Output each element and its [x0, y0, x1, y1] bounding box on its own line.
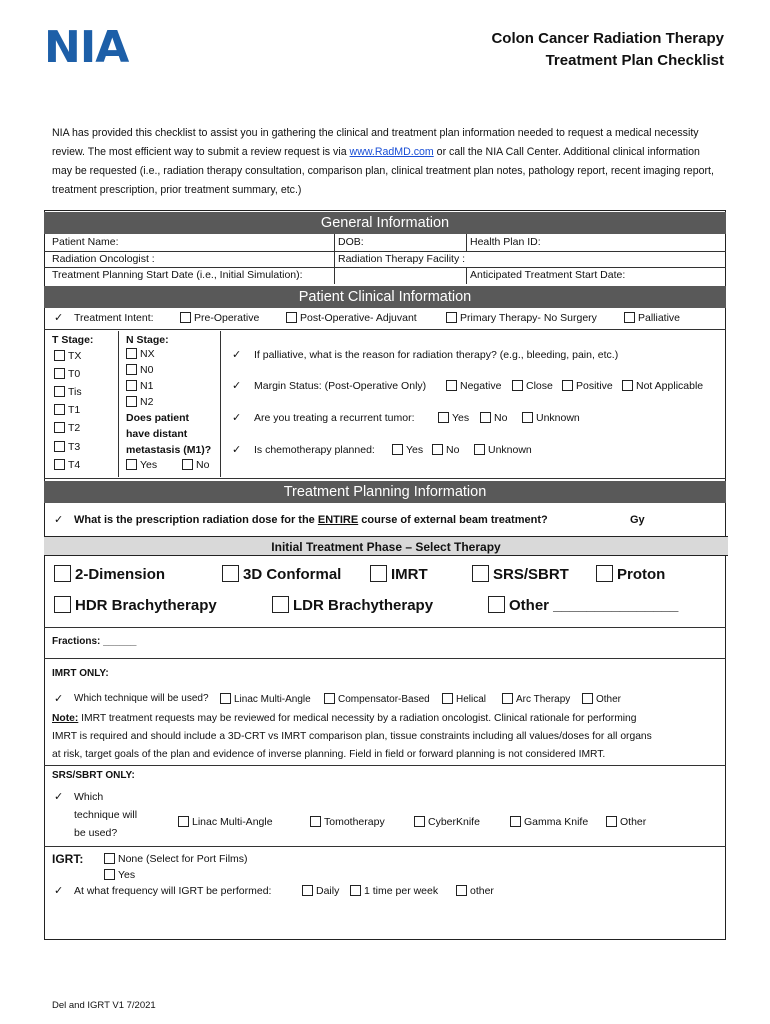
facility-field[interactable]: Radiation Therapy Facility : — [338, 253, 466, 265]
clinical-info-heading: Patient Clinical Information — [44, 286, 726, 308]
imrt-compensator[interactable]: Compensator-Based — [324, 693, 430, 705]
igrt-label: IGRT: — [52, 852, 84, 866]
srs-question-line3: be used? — [74, 827, 118, 839]
therapy-2d[interactable]: 2-Dimension — [54, 565, 165, 583]
srs-question-line1: Which — [74, 791, 104, 803]
imrt-helical[interactable]: Helical — [442, 693, 486, 705]
general-info-heading: General Information — [44, 212, 726, 234]
imrt-technique-question: Which technique will be used? — [74, 693, 209, 704]
therapy-imrt[interactable]: IMRT — [370, 565, 428, 583]
recurrent-unknown[interactable]: Unknown — [522, 412, 580, 424]
srs-other[interactable]: Other — [606, 816, 646, 828]
checkmark-icon: ✓ — [54, 514, 64, 526]
checkmark-icon: ✓ — [54, 693, 64, 705]
n-stage-label: N Stage: — [126, 334, 169, 346]
imrt-note-line1: Note: IMRT treatment requests may be reviewed for medical necessity by a radiation oncologist. Clinical rationale for performing — [52, 713, 637, 724]
igrt-yes[interactable]: Yes — [104, 869, 135, 881]
t-stage-t0[interactable]: T0 — [54, 368, 80, 380]
m1-yes[interactable]: Yes — [126, 459, 157, 471]
t-stage-t2[interactable]: T2 — [54, 422, 80, 434]
checkmark-icon: ✓ — [232, 412, 242, 424]
imrt-heading: IMRT ONLY: — [52, 668, 109, 679]
therapy-hdr[interactable]: HDR Brachytherapy — [54, 596, 217, 614]
checkmark-icon: ✓ — [232, 349, 242, 361]
srs-linac[interactable]: Linac Multi-Angle — [178, 816, 273, 828]
igrt-weekly[interactable]: 1 time per week — [350, 885, 438, 897]
patient-name-field[interactable]: Patient Name: — [52, 236, 119, 248]
n-stage-n1[interactable]: N1 — [126, 380, 153, 392]
intent-preop[interactable]: Pre-Operative — [180, 312, 259, 324]
m1-no[interactable]: No — [182, 459, 209, 471]
anticipated-start-field[interactable]: Anticipated Treatment Start Date: — [470, 269, 626, 281]
igrt-other[interactable]: other — [456, 885, 494, 897]
checkmark-icon: ✓ — [232, 444, 242, 456]
t-stage-t3[interactable]: T3 — [54, 441, 80, 453]
dob-field[interactable]: DOB: — [338, 236, 364, 248]
chemo-unknown[interactable]: Unknown — [474, 444, 532, 456]
radmd-link[interactable]: www.RadMD.com — [349, 146, 434, 158]
margin-close[interactable]: Close — [512, 380, 553, 392]
margin-positive[interactable]: Positive — [562, 380, 613, 392]
t-stage-t4[interactable]: T4 — [54, 459, 80, 471]
health-plan-id-field[interactable]: Health Plan ID: — [470, 236, 541, 248]
n-stage-n0[interactable]: N0 — [126, 364, 153, 376]
phase-heading: Initial Treatment Phase – Select Therapy — [44, 536, 728, 556]
srs-cyberknife[interactable]: CyberKnife — [414, 816, 480, 828]
imrt-linac[interactable]: Linac Multi-Angle — [220, 693, 311, 705]
m1-question-line1: Does patient — [126, 412, 190, 424]
chemo-no[interactable]: No — [432, 444, 459, 456]
intro-paragraph: NIA has provided this checklist to assist you in gathering the clinical and treatment plan information needed to request a medical necessity review. The most efficient way to submit a review request is via www.RadMD.com or call the NIA Call Center. Additional clinical information may be requested (i.e., radiation therapy consultation, comparison plan, clinical treatment plan notes, pathology report, recent imaging report, treatment prescription, prior treatment summary, etc.) — [52, 127, 714, 196]
intent-palliative[interactable]: Palliative — [624, 312, 680, 324]
therapy-other[interactable]: Other _______________ — [488, 596, 678, 614]
intent-primary[interactable]: Primary Therapy- No Surgery — [446, 312, 597, 324]
therapy-srs-sbrt[interactable]: SRS/SBRT — [472, 565, 569, 583]
chemo-yes[interactable]: Yes — [392, 444, 423, 456]
t-stage-label: T Stage: — [52, 334, 94, 346]
srs-heading: SRS/SBRT ONLY: — [52, 770, 135, 781]
t-stage-tis[interactable]: Tis — [54, 386, 82, 398]
imrt-other[interactable]: Other — [582, 693, 621, 705]
recurrent-question: Are you treating a recurrent tumor: — [254, 412, 415, 424]
m1-question-line3: metastasis (M1)? — [126, 444, 212, 456]
igrt-frequency-question: At what frequency will IGRT be performed: — [74, 885, 272, 897]
n-stage-nx[interactable]: NX — [126, 348, 155, 360]
planning-info-heading: Treatment Planning Information — [44, 481, 726, 503]
srs-tomotherapy[interactable]: Tomotherapy — [310, 816, 385, 828]
intent-adjuvant[interactable]: Post-Operative- Adjuvant — [286, 312, 417, 324]
nia-logo: NIA — [44, 22, 129, 73]
recurrent-yes[interactable]: Yes — [438, 412, 469, 424]
chemo-question: Is chemotherapy planned: — [254, 444, 375, 456]
m1-question-line2: have distant — [126, 428, 188, 440]
igrt-none[interactable]: None (Select for Port Films) — [104, 853, 248, 865]
therapy-proton[interactable]: Proton — [596, 565, 665, 583]
fractions-field[interactable]: Fractions: ______ — [52, 636, 137, 647]
therapy-ldr[interactable]: LDR Brachytherapy — [272, 596, 433, 614]
srs-gamma-knife[interactable]: Gamma Knife — [510, 816, 588, 828]
dose-unit: Gy — [630, 514, 645, 526]
igrt-daily[interactable]: Daily — [302, 885, 339, 897]
checkmark-icon: ✓ — [232, 380, 242, 392]
n-stage-n2[interactable]: N2 — [126, 396, 153, 408]
imrt-note-line2: IMRT is required and should include a 3D-CRT vs IMRT comparison plan, tissue constraints including all values/doses for all organs — [52, 731, 652, 742]
radiation-oncologist-field[interactable]: Radiation Oncologist : — [52, 253, 155, 265]
intent-label: Treatment Intent: — [74, 312, 154, 324]
srs-question-line2: technique will — [74, 809, 138, 821]
t-stage-tx[interactable]: TX — [54, 350, 81, 362]
footer-version: Del and IGRT V1 7/2021 — [52, 1000, 156, 1011]
checkmark-icon: ✓ — [54, 885, 64, 897]
margin-not-applicable[interactable]: Not Applicable — [622, 380, 703, 392]
t-stage-t1[interactable]: T1 — [54, 404, 80, 416]
dose-question: What is the prescription radiation dose for the ENTIRE course of external beam treatment? — [74, 514, 548, 526]
therapy-3d-conformal[interactable]: 3D Conformal — [222, 565, 341, 583]
planning-start-field[interactable]: Treatment Planning Start Date (i.e., Initial Simulation): — [52, 269, 303, 281]
palliative-question: If palliative, what is the reason for radiation therapy? (e.g., bleeding, pain, etc.) — [254, 349, 619, 361]
checkmark-icon: ✓ — [54, 312, 64, 324]
recurrent-no[interactable]: No — [480, 412, 507, 424]
margin-question: Margin Status: (Post-Operative Only) — [254, 380, 427, 392]
margin-negative[interactable]: Negative — [446, 380, 501, 392]
imrt-note-line3: at risk, target goals of the plan and evidence of inverse planning. Field in field or forward planning is not considered IMRT. — [52, 749, 606, 760]
checkmark-icon: ✓ — [54, 791, 64, 803]
page-title: Colon Cancer Radiation Therapy Treatment Plan Checklist — [491, 30, 724, 69]
imrt-arc[interactable]: Arc Therapy — [502, 693, 570, 705]
